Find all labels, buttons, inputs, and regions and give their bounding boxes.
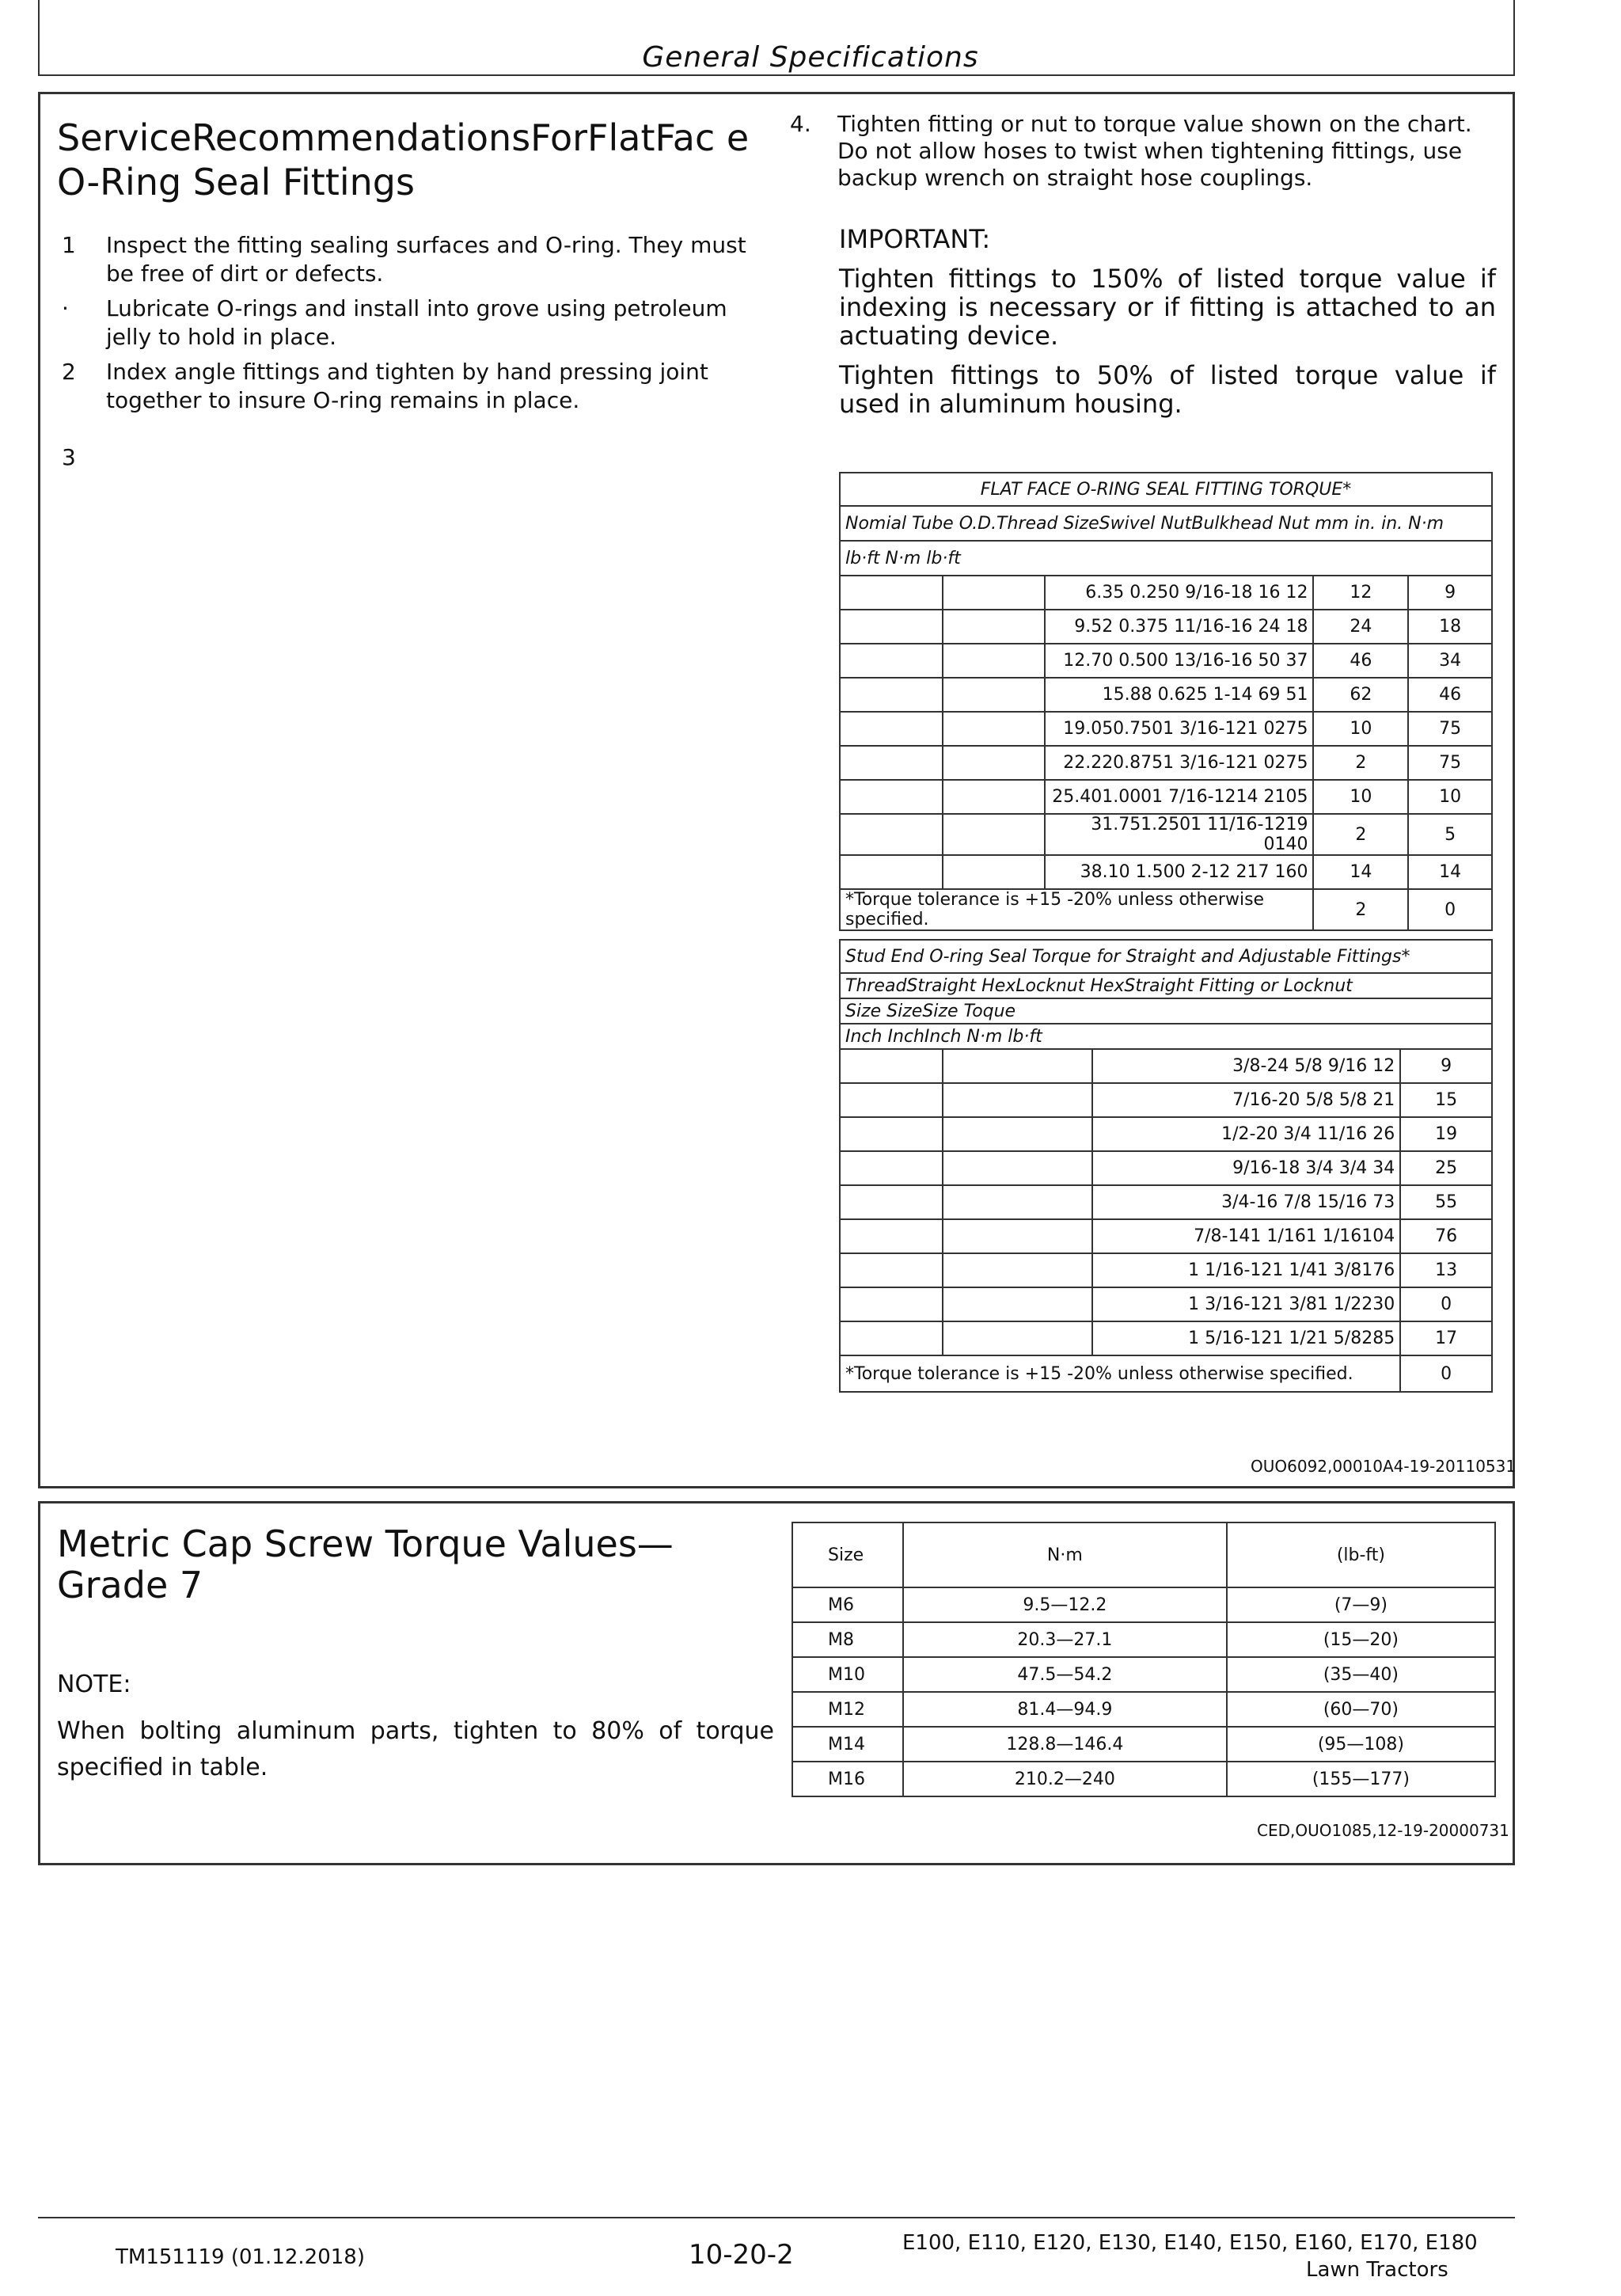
table-cell: 9/16-18 3/4 3/4 34	[1092, 1151, 1400, 1185]
table-cell: 10	[1313, 712, 1408, 746]
step-text: Lubricate O-rings and install into grove using petroleum jelly to hold in place.	[106, 295, 727, 350]
table-cell: 25.401.0001 7/16-1214 2105	[1045, 780, 1313, 814]
table-row	[840, 1253, 1492, 1287]
table-cell: M10	[792, 1657, 903, 1692]
table-cell: 210.2—240	[903, 1762, 1227, 1796]
table-cell: 55	[1400, 1185, 1492, 1219]
step-number: 4.	[790, 111, 811, 137]
table-row	[840, 576, 1492, 610]
table-caption: FLAT FACE O-RING SEAL FITTING TORQUE*	[840, 473, 1492, 506]
header-bottom-rule	[38, 74, 1515, 76]
step-number: 2	[62, 359, 76, 385]
table-caption: Stud End O-ring Seal Torque for Straight and Adjustable Fittings*	[840, 940, 1492, 973]
table-cell: (15—20)	[1227, 1622, 1495, 1657]
step-1	[62, 231, 774, 288]
table-header: Size SizeSize Toque	[840, 998, 1492, 1024]
table-cell: 7/8-141 1/161 1/16104	[1092, 1219, 1400, 1253]
step-4	[790, 111, 1501, 192]
table-note: *Torque tolerance is +15 -20% unless otherwise specified.	[840, 1355, 1400, 1392]
table-cell: (35—40)	[1227, 1657, 1495, 1692]
footer-page-number: 10-20-2	[689, 2239, 794, 2271]
table-cell: M14	[792, 1727, 903, 1762]
table-cell: 2	[1313, 889, 1408, 930]
table-row	[840, 610, 1492, 644]
table-row	[840, 678, 1492, 712]
table-row	[792, 1727, 1495, 1762]
table-cell: 76	[1400, 1219, 1492, 1253]
table-header: Size	[792, 1522, 903, 1587]
table-row	[840, 1117, 1492, 1151]
table-header: (lb-ft)	[1227, 1522, 1495, 1587]
section-o-ring-title: ServiceRecommendationsForFlatFac e O-Ring Seal Fittings	[57, 116, 750, 203]
section-metric-title: Metric Cap Screw Torque Values— Grade 7	[57, 1522, 674, 1606]
table-cell: M6	[792, 1587, 903, 1622]
table-cell: 22.220.8751 3/16-121 0275	[1045, 746, 1313, 780]
table-cell: 14	[1313, 855, 1408, 889]
table-row	[792, 1692, 1495, 1727]
table-cell: 46	[1408, 678, 1492, 712]
stud-end-torque-table	[839, 939, 1493, 1393]
table-note-row	[840, 1355, 1492, 1392]
table-cell: 17	[1400, 1321, 1492, 1355]
table-row	[840, 814, 1492, 855]
table-cell: 3/8-24 5/8 9/16 12	[1092, 1049, 1400, 1083]
table-cell: 1 5/16-121 1/21 5/8285	[1092, 1321, 1400, 1355]
table-cell: 3/4-16 7/8 15/16 73	[1092, 1185, 1400, 1219]
table-cell: 12	[1313, 576, 1408, 610]
table-row	[840, 644, 1492, 678]
table-cell: M16	[792, 1762, 903, 1796]
table-cell: 75	[1408, 746, 1492, 780]
step-text	[106, 443, 774, 472]
table-cell: 13	[1400, 1253, 1492, 1287]
step-2	[62, 358, 774, 415]
table-cell: 128.8—146.4	[903, 1727, 1227, 1762]
table-cell: 34	[1408, 644, 1492, 678]
footer-product: Lawn Tractors	[1306, 2258, 1448, 2282]
table-cell: 14	[1408, 855, 1492, 889]
step-text: Inspect the fitting sealing surfaces and O-ring. They must be free of dirt or defects.	[106, 232, 746, 287]
table-note-row	[840, 889, 1492, 930]
table-note: *Torque tolerance is +15 -20% unless otherwise specified.	[840, 889, 1313, 930]
table-header: ThreadStraight HexLocknut HexStraight Fitting or Locknut	[840, 973, 1492, 998]
reference-code: CED,OUO1085,12-19-20000731	[1257, 1821, 1509, 1840]
table-cell: 15	[1400, 1083, 1492, 1117]
table-cell: M12	[792, 1692, 903, 1727]
table-cell: 24	[1313, 610, 1408, 644]
table-cell: 10	[1408, 780, 1492, 814]
table-cell: 0	[1400, 1355, 1492, 1392]
step-3	[62, 443, 774, 472]
table-row	[840, 1185, 1492, 1219]
table-cell: (60—70)	[1227, 1692, 1495, 1727]
table-cell: 75	[1408, 712, 1492, 746]
table-cell: 10	[1313, 780, 1408, 814]
step-number: ·	[62, 295, 69, 321]
table-cell: 5	[1408, 814, 1492, 855]
important-text-1: Tighten fittings to 150% of listed torque value if indexing is necessary or if fitting is attached to an actuating device.	[839, 264, 1496, 351]
table-cell: 7/16-20 5/8 5/8 21	[1092, 1083, 1400, 1117]
table-cell: (7—9)	[1227, 1587, 1495, 1622]
table-cell: 46	[1313, 644, 1408, 678]
flat-face-torque-table	[839, 472, 1493, 931]
table-row	[792, 1657, 1495, 1692]
table-cell: 2	[1313, 814, 1408, 855]
table-cell: 47.5—54.2	[903, 1657, 1227, 1692]
table-cell: 18	[1408, 610, 1492, 644]
step-bullet	[62, 295, 774, 352]
table-cell: 12.70 0.500 13/16-16 50 37	[1045, 644, 1313, 678]
step-text: Index angle fittings and tighten by hand pressing joint together to insure O-ring remains in place.	[106, 359, 708, 413]
table-cell: 0	[1400, 1287, 1492, 1321]
table-row	[792, 1587, 1495, 1622]
steps-list	[62, 231, 774, 478]
footer-manual-id: TM151119 (01.12.2018)	[116, 2245, 365, 2269]
table-cell: 2	[1313, 746, 1408, 780]
step-number: 1	[62, 232, 76, 258]
table-cell: 9	[1400, 1049, 1492, 1083]
table-cell: 19.050.7501 3/16-121 0275	[1045, 712, 1313, 746]
table-cell: 9.5—12.2	[903, 1587, 1227, 1622]
table-cell: (95—108)	[1227, 1727, 1495, 1762]
table-row	[840, 1083, 1492, 1117]
footer-models: E100, E110, E120, E130, E140, E150, E160, E170, E180	[902, 2231, 1478, 2255]
table-cell: 62	[1313, 678, 1408, 712]
table-cell: 38.10 1.500 2-12 217 160	[1045, 855, 1313, 889]
table-cell: 1 3/16-121 3/81 1/2230	[1092, 1287, 1400, 1321]
note-text: When bolting aluminum parts, tighten to 80% of torque specified in table.	[57, 1717, 774, 1781]
table-row	[840, 855, 1492, 889]
table-row	[792, 1622, 1495, 1657]
table-cell: 9.52 0.375 11/16-16 24 18	[1045, 610, 1313, 644]
footer-rule	[38, 2217, 1515, 2218]
table-cell: 1/2-20 3/4 11/16 26	[1092, 1117, 1400, 1151]
table-row	[840, 780, 1492, 814]
table-row	[840, 1287, 1492, 1321]
metric-torque-table	[792, 1522, 1496, 1797]
important-note	[839, 225, 1496, 429]
table-row	[840, 1321, 1492, 1355]
step-number: 3	[62, 444, 76, 470]
table-cell: 20.3—27.1	[903, 1622, 1227, 1657]
note-label: NOTE:	[57, 1671, 131, 1698]
table-row	[840, 1151, 1492, 1185]
reference-code: OUO6092,00010A4-19-20110531	[1251, 1457, 1517, 1476]
table-cell: 19	[1400, 1117, 1492, 1151]
table-row	[840, 1219, 1492, 1253]
table-cell: 1 1/16-121 1/41 3/8176	[1092, 1253, 1400, 1287]
table-cell: 0	[1408, 889, 1492, 930]
table-header: lb·ft N·m lb·ft	[840, 541, 1492, 576]
important-text-2: Tighten fittings to 50% of listed torque value if used in aluminum housing.	[839, 360, 1496, 419]
table-row	[840, 712, 1492, 746]
table-row	[840, 1049, 1492, 1083]
table-cell: 9	[1408, 576, 1492, 610]
page-header-title: General Specifications	[642, 41, 979, 74]
table-cell: 31.751.2501 11/16-1219 0140	[1045, 814, 1313, 855]
table-header: N·m	[903, 1522, 1227, 1587]
table-cell: (155—177)	[1227, 1762, 1495, 1796]
table-header: Inch InchInch N·m lb·ft	[840, 1024, 1492, 1049]
table-header: Nomial Tube O.D.Thread SizeSwivel NutBulkhead Nut mm in. in. N·m	[840, 506, 1492, 541]
step-text: Tighten fitting or nut to torque value shown on the chart. Do not allow hoses to twist when tightening fittings, use backup wrench on straight hose couplings.	[837, 111, 1472, 191]
table-cell: 15.88 0.625 1-14 69 51	[1045, 678, 1313, 712]
table-row	[840, 746, 1492, 780]
important-label: IMPORTANT:	[839, 224, 991, 254]
table-cell: M8	[792, 1622, 903, 1657]
table-row	[792, 1762, 1495, 1796]
table-cell: 6.35 0.250 9/16-18 16 12	[1045, 576, 1313, 610]
table-cell: 25	[1400, 1151, 1492, 1185]
table-cell: 81.4—94.9	[903, 1692, 1227, 1727]
